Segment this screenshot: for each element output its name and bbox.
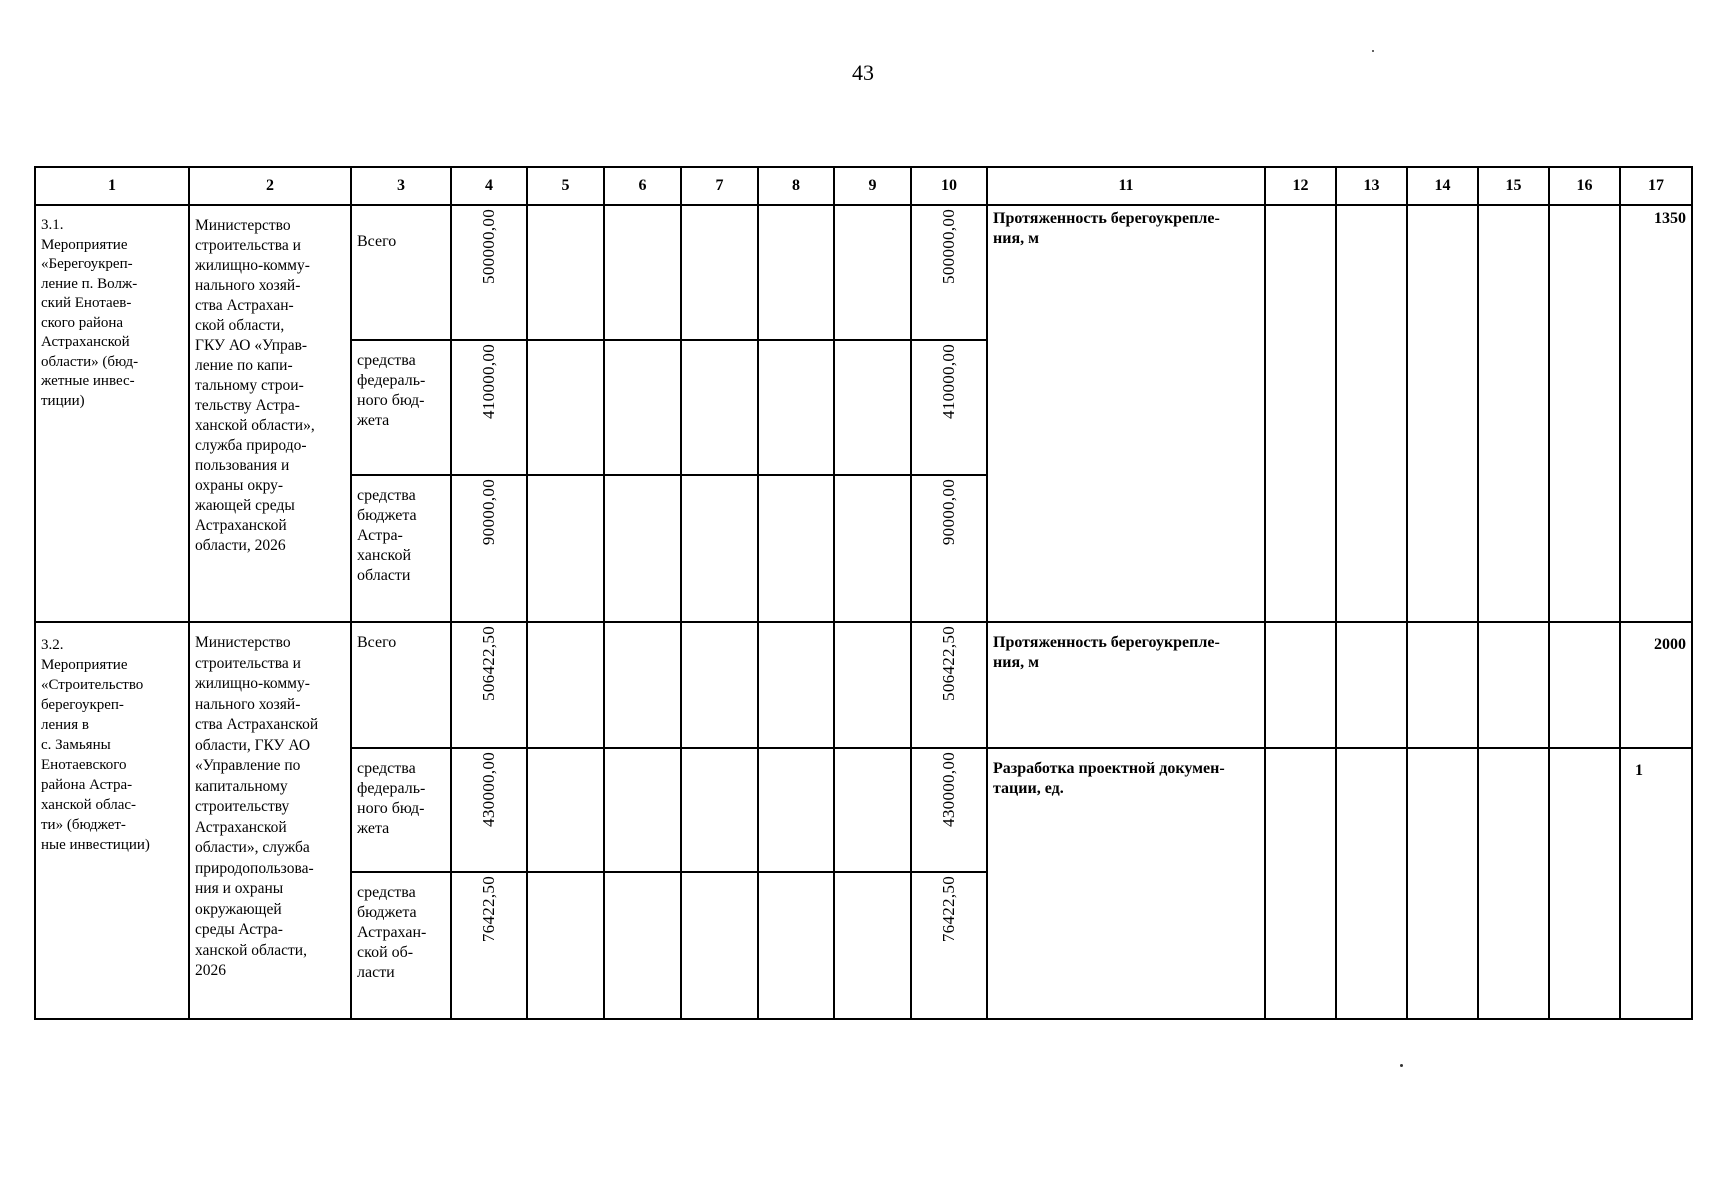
empty-cell: [527, 622, 604, 748]
funding-source-cell: средства федераль- ного бюд- жета: [351, 340, 451, 475]
activity-cell: 3.2. Мероприятие «Строительство берегоукреп- ления в с. Замьяны Енотаевского района Астра- ханской облас- ти» (бюджет- ные инвестиции): [35, 622, 189, 1019]
col-header: 3: [351, 167, 451, 205]
col-header: 13: [1336, 167, 1407, 205]
empty-cell: [604, 872, 681, 1019]
amount-cell: [911, 748, 987, 872]
empty-cell: [1478, 205, 1549, 622]
col-header: 9: [834, 167, 911, 205]
amount-value: 500000,00: [939, 209, 958, 284]
empty-cell: [527, 475, 604, 622]
table-row: [35, 205, 1692, 340]
empty-cell: [1478, 748, 1549, 1019]
amount-value: 430000,00: [479, 752, 498, 827]
empty-cell: [1407, 748, 1478, 1019]
col-header: 17: [1620, 167, 1692, 205]
empty-cell: [758, 205, 834, 340]
funding-source-cell: средства бюджета Астра- ханской области: [351, 475, 451, 622]
empty-cell: [834, 748, 911, 872]
col-header: 5: [527, 167, 604, 205]
col-header: 16: [1549, 167, 1620, 205]
empty-cell: [834, 340, 911, 475]
empty-cell: [1549, 205, 1620, 622]
program-table: [34, 166, 1693, 1020]
table-row: [35, 622, 1692, 748]
amount-cell: [451, 748, 527, 872]
empty-cell: [681, 622, 758, 748]
col-header: 12: [1265, 167, 1336, 205]
empty-cell: [604, 205, 681, 340]
empty-cell: [527, 340, 604, 475]
empty-cell: [1265, 205, 1336, 622]
col-header: 11: [987, 167, 1265, 205]
indicator-value: 2000: [1620, 622, 1692, 748]
amount-cell: [451, 872, 527, 1019]
amount-cell: [911, 475, 987, 622]
funding-source-cell: Всего: [351, 205, 451, 340]
col-header: 2: [189, 167, 351, 205]
empty-cell: [758, 475, 834, 622]
activity-cell: 3.1. Мероприятие «Берегоукреп- ление п. Волж- ский Енотаев- ского района Астраханской области» (бюд- жетные инвес- тиции): [35, 205, 189, 622]
indicator-cell: Разработка проектной докумен- тации, ед.: [987, 748, 1265, 1019]
amount-value: 410000,00: [939, 344, 958, 419]
empty-cell: [834, 475, 911, 622]
amount-cell: [451, 340, 527, 475]
amount-cell: [451, 622, 527, 748]
empty-cell: [1265, 622, 1336, 748]
amount-value: 76422,50: [479, 876, 498, 943]
col-header: 6: [604, 167, 681, 205]
amount-value: 90000,00: [479, 479, 498, 546]
empty-cell: [527, 205, 604, 340]
col-header: 15: [1478, 167, 1549, 205]
indicator-cell: Протяженность берегоукрепле- ния, м: [987, 205, 1265, 622]
funding-source-cell: средства федераль- ного бюд- жета: [351, 748, 451, 872]
executor-cell: Министерство строительства и жилищно-комму- нального хозяй- ства Астраханской области, ГКУ АО «Управление по капитальному строительству Астраханской области», служба природопользова- ния и охраны окружающей среды Астра- ханской области, 2026: [189, 622, 351, 1019]
col-header: 7: [681, 167, 758, 205]
amount-value: 506422,50: [939, 626, 958, 701]
col-header: 14: [1407, 167, 1478, 205]
empty-cell: [1336, 622, 1407, 748]
page-number: 43: [852, 60, 874, 85]
funding-source-cell: средства бюджета Астрахан- ской об- ласти: [351, 872, 451, 1019]
col-header: 8: [758, 167, 834, 205]
empty-cell: [1265, 748, 1336, 1019]
col-header: 10: [911, 167, 987, 205]
header-row: [35, 167, 1692, 205]
empty-cell: [1549, 622, 1620, 748]
funding-source-cell: Всего: [351, 622, 451, 748]
amount-value: 76422,50: [939, 876, 958, 943]
amount-value: 506422,50: [479, 626, 498, 701]
empty-cell: [681, 872, 758, 1019]
empty-cell: [681, 205, 758, 340]
col-header: 4: [451, 167, 527, 205]
empty-cell: [527, 748, 604, 872]
empty-cell: [758, 340, 834, 475]
empty-cell: [681, 748, 758, 872]
scan-speck: [1400, 1064, 1403, 1067]
empty-cell: [1407, 205, 1478, 622]
amount-cell: [911, 622, 987, 748]
scan-speck: [1372, 50, 1374, 52]
amount-cell: [451, 205, 527, 340]
empty-cell: [834, 205, 911, 340]
empty-cell: [758, 748, 834, 872]
empty-cell: [758, 872, 834, 1019]
amount-cell: [451, 475, 527, 622]
empty-cell: [681, 340, 758, 475]
empty-cell: [758, 622, 834, 748]
empty-cell: [1407, 622, 1478, 748]
indicator-value: 1350: [1620, 205, 1692, 622]
empty-cell: [527, 872, 604, 1019]
empty-cell: [604, 748, 681, 872]
empty-cell: [834, 872, 911, 1019]
empty-cell: [604, 622, 681, 748]
amount-value: 90000,00: [939, 479, 958, 546]
empty-cell: [681, 475, 758, 622]
amount-cell: [911, 340, 987, 475]
empty-cell: [1336, 748, 1407, 1019]
indicator-cell: Протяженность берегоукрепле- ния, м: [987, 622, 1265, 748]
amount-cell: [911, 205, 987, 340]
empty-cell: [604, 340, 681, 475]
empty-cell: [834, 622, 911, 748]
col-header: 1: [35, 167, 189, 205]
indicator-value: 1: [1620, 748, 1692, 1019]
empty-cell: [1549, 748, 1620, 1019]
amount-cell: [911, 872, 987, 1019]
empty-cell: [604, 475, 681, 622]
empty-cell: [1336, 205, 1407, 622]
empty-cell: [1478, 622, 1549, 748]
amount-value: 500000,00: [479, 209, 498, 284]
amount-value: 410000,00: [479, 344, 498, 419]
amount-value: 430000,00: [939, 752, 958, 827]
executor-cell: Министерство строительства и жилищно-комму- нального хозяй- ства Астрахан- ской области, ГКУ АО «Управ- ление по капи- тальному строи- тельству Астра- ханской области», служба природо- пользования и охраны окру- жающей среды Астраханской области, 2026: [189, 205, 351, 622]
